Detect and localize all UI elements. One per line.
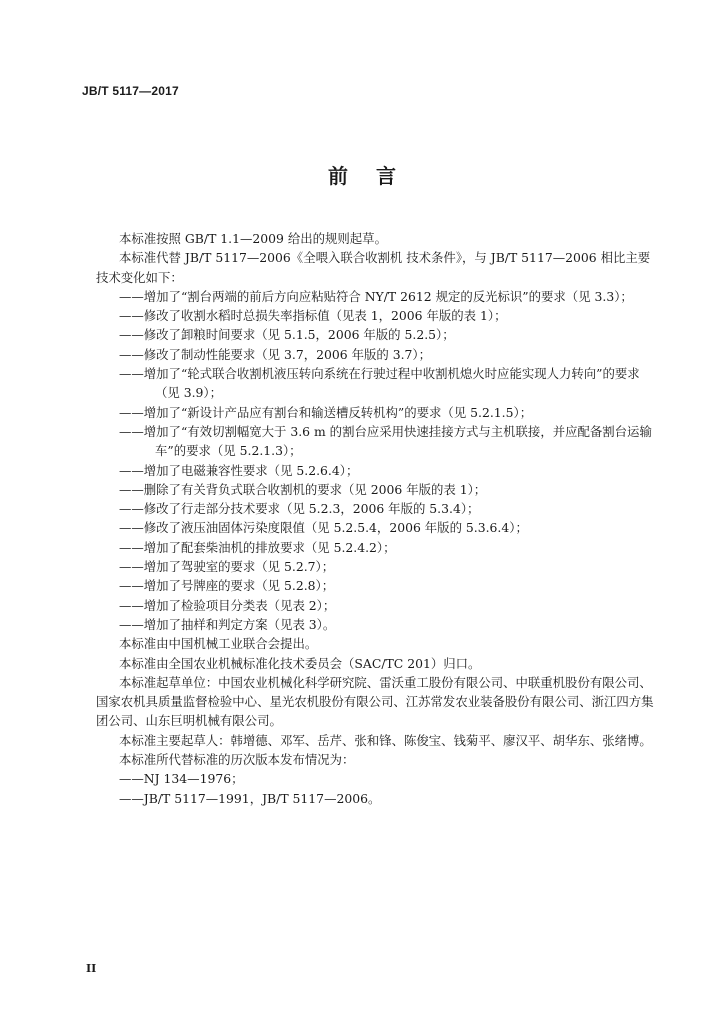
change-item: ——增加了“割台两端的前后方向应粘贴符合 NY/T 2612 规定的反光标识”的要求（见 3.3）；	[119, 288, 633, 304]
change-item: ——增加了“轮式联合收割机液压转向系统在行驶过程中收割机熄火时应能实现人力转向”的要求（见 3.9）；	[119, 366, 640, 401]
change-item: ——增加了“有效切割幅宽大于 3.6 m 的割台应采用快速挂接方式与主机联接，并应配备割台运输车”的要求（见 5.2.1.3）；	[119, 423, 652, 459]
change-item: ——修改了液压油固体污染度限值（见 5.2.5.4，2006 年版的 5.3.6.4）；	[119, 520, 528, 536]
paragraph-drafters: 本标准主要起草人：韩增德、邓军、岳芹、张和锋、陈俊宝、钱菊平、廖汉平、胡华东、张绪博。	[119, 732, 652, 748]
change-item: ——增加了抽样和判定方案（见表 3）。	[119, 616, 336, 632]
change-item: ——修改了制动性能要求（见 3.7，2006 年版的 3.7）；	[119, 346, 431, 362]
change-item: ——修改了卸粮时间要求（见 5.1.5，2006 年版的 5.2.5）；	[119, 327, 455, 343]
change-item: ——增加了“新设计产品应有割台和输送槽反转机构”的要求（见 5.2.1.5）；	[119, 404, 533, 420]
preface-body	[96, 229, 662, 808]
history-item: ——NJ 134—1976；	[119, 771, 244, 787]
change-item: ——删除了有关背负式联合收割机的要求（见 2006 年版的表 1）；	[119, 481, 487, 497]
paragraph-proposer: 本标准由中国机械工业联合会提出。	[119, 636, 318, 652]
paragraph-replacement-note: 本标准代替 JB/T 5117—2006《全喂入联合收割机 技术条件》，与 JB/T 5117—2006 相比主要技术变化如下：	[96, 250, 651, 285]
paragraph-drafting-rule: 本标准按照 GB/T 1.1—2009 给出的规则起草。	[119, 231, 387, 246]
change-item: ——增加了号牌座的要求（见 5.2.8）；	[119, 578, 335, 594]
paragraph-history-intro: 本标准所代替标准的历次版本发布情况为：	[119, 752, 355, 768]
paragraph-committee: 本标准由全国农业机械标准化技术委员会（SAC/TC 201）归口。	[119, 655, 481, 671]
change-item: ——修改了行走部分技术要求（见 5.2.3，2006 年版的 5.3.4）；	[119, 501, 480, 517]
history-item: ——JB/T 5117—1991，JB/T 5117—2006。	[119, 790, 381, 806]
page-title: 前言	[328, 164, 424, 188]
change-item: ——修改了收割水稻时总损失率指标值（见表 1，2006 年版的表 1）；	[119, 308, 507, 324]
change-item: ——增加了检验项目分类表（见表 2）；	[119, 597, 336, 613]
standard-number-header: JB/T 5117—2017	[82, 84, 179, 98]
change-item: ——增加了驾驶室的要求（见 5.2.7）；	[119, 559, 335, 575]
change-item: ——增加了配套柴油机的排放要求（见 5.2.4.2）；	[119, 539, 396, 555]
paragraph-drafting-units: 本标准起草单位：中国农业机械化科学研究院、雷沃重工股份有限公司、中联重机股份有限公司、国家农机具质量监督检验中心、星光农机股份有限公司、江苏常发农业装备股份有限公司、浙江四方集团公司、山东巨明机械有限公司。	[96, 674, 654, 729]
change-item: ——增加了电磁兼容性要求（见 5.2.6.4）；	[119, 462, 359, 478]
page-number: II	[86, 962, 97, 975]
